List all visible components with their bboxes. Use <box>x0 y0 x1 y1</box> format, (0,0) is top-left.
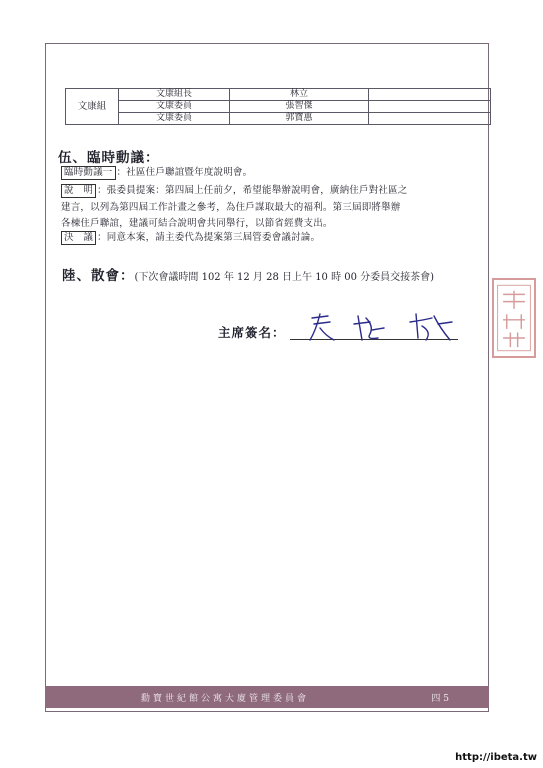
role-cell: 文康委員 <box>119 113 230 125</box>
table-row <box>66 113 491 125</box>
section6-heading <box>62 264 434 284</box>
explain-line-2: 建言，以列為第四屆工作計畫之參考，為住戶謀取最大的福利。第三屆即將舉辦 <box>61 202 401 213</box>
person-cell: 林立 <box>230 89 369 101</box>
person-cell: 張智傑 <box>230 101 369 113</box>
person-cell: 郭寶惠 <box>230 113 369 125</box>
table-row <box>66 89 491 101</box>
page-frame <box>45 43 489 712</box>
empty-cell <box>369 101 491 113</box>
resolution-line <box>61 229 320 245</box>
resolution-text: ：同意本案，請主委代為提案第三屆管委會議討論。 <box>97 232 321 243</box>
explain-line-3: 各棟住戶聯誼，建議可結合說明會共同舉行，以節省經費支出。 <box>61 218 333 229</box>
explain-text-1: ：張委員提案：第四屆上任前夕，希望能舉辦說明會，廣納住戶對社區之 <box>97 185 408 196</box>
footer-title: 勳寶世紀館公寓大廈管理委員會 <box>140 694 309 704</box>
group-name-cell: 文康組 <box>66 89 119 125</box>
motion-label: 臨時動議一 <box>61 166 116 180</box>
watermark-url: http://ibeta.tw <box>455 752 537 763</box>
empty-cell <box>369 89 491 101</box>
explain-label: 說 明 <box>61 184 96 198</box>
explain-line-1 <box>61 182 408 198</box>
next-meeting-note: (下次會議時間 102 年 12 月 28 日上午 10 時 00 分委員交接茶會) <box>134 272 435 283</box>
committee-table <box>65 88 491 125</box>
footer-bar <box>45 686 489 708</box>
signature-label: 主席簽名： <box>218 325 286 340</box>
role-cell: 文康組長 <box>119 89 230 101</box>
table-row <box>66 101 491 113</box>
motion-line <box>61 164 252 180</box>
motion-text: ：社區住戶聯誼暨年度說明會。 <box>116 167 253 178</box>
page-number: 四 5 <box>431 694 449 704</box>
empty-cell <box>369 113 491 125</box>
seal-stamp <box>492 278 536 358</box>
section5-heading: 伍、臨時動議： <box>58 150 160 166</box>
handwritten-signature <box>300 310 460 346</box>
role-cell: 文康委員 <box>119 101 230 113</box>
resolution-label: 決 議 <box>61 231 96 245</box>
section6-title: 陸、散會： <box>62 268 135 284</box>
